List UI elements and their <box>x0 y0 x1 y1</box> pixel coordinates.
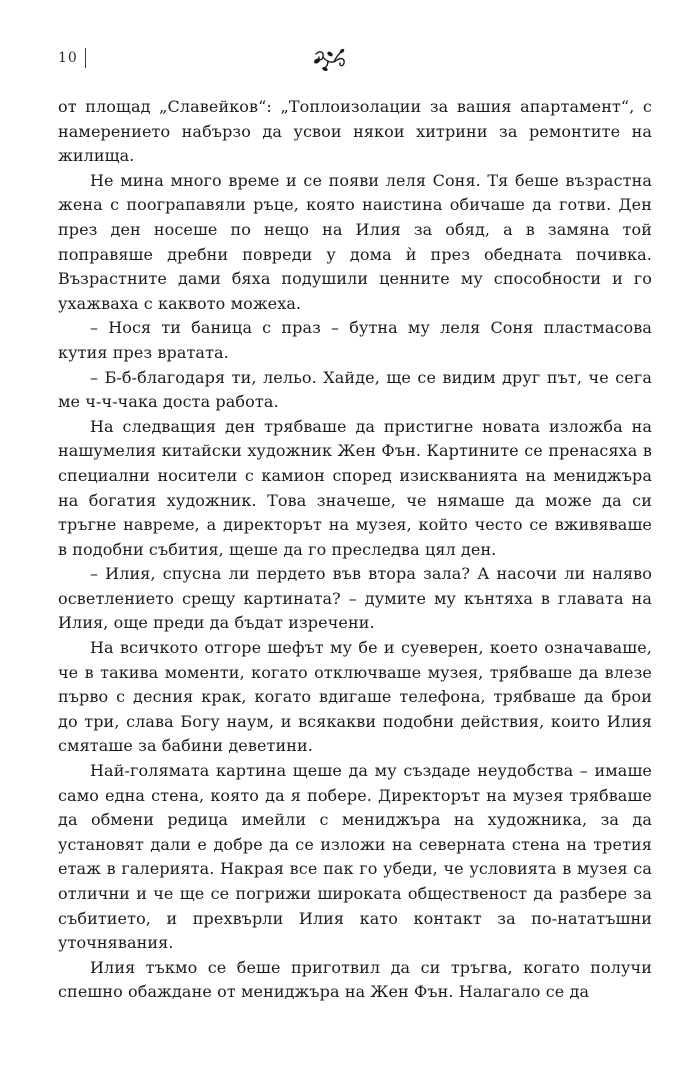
page-number: 10 <box>58 50 78 66</box>
paragraph-8: Най-голямата картина щеше да му създаде неудобства – имаше само една стена, която да я побере. Директорът на музея трябваше да обмени редица имейли с мениджъра на художника, за да установят дали е добре да се изложи на северната стена на третия етаж в галерията. Накрая все пак го убеди, че условията в музея са отлични и че ще се погрижи широката общественост да разбере за събитието, и прехвърли Илия като контакт за по-нататъшни уточнявания. <box>58 761 652 953</box>
paragraph-9: Илия тъкмо се беше приготвил да си тръгва, когато получи спешно обаждане от мениджъра на Жен Фън. Налагало се да <box>58 957 652 1002</box>
paragraph-5: На следващия ден трябваше да пристигне новата изложба на нашумелия китайски художник Жен Фън. Картините се пренасяха в специални носители с камион според изискванията на мениджъра на богатия художник. Това значеше, че нямаше да може да си тръгне навреме, а директорът на музея, който често се вживяваше в подобни събития, щеше да го преследва цял ден. <box>58 416 652 559</box>
page-header <box>58 46 658 74</box>
paragraph-2: Не мина много време и се появи леля Соня. Тя беше възрастна жена с поограпавяли ръце, която наистина обичаше да готви. Ден през ден носеше по нещо на Илия за обяд, а в замяна той поправяше дребни повреди у дома ѝ през обедната почивка. Възрастните дами бяха подушили ценните му способности и го ухажваха с каквото можеха. <box>58 170 652 313</box>
paragraph-1: от площад „Славейков“: „Топлоизолации за вашия апартамент“, с намерението набързо да усвои някои хитрини за ремонтите на жилища. <box>58 97 652 166</box>
paragraph-7: На всичкото отгоре шефът му бе и суеверен, което означаваше, че в такива моменти, когато отключваше музея, трябваше да влезе първо с десния крак, когато вдигаше телефона, трябваше да брои до три, слава Богу наум, и всякакви подобни действия, които Илия смяташе за бабини деветини. <box>58 638 652 756</box>
paragraph-3: – Нося ти баница с праз – бутна му леля Соня пластмасова кутия през вратата. <box>58 318 652 362</box>
body-text <box>58 95 652 1005</box>
paragraph-6: – Илия, спусна ли пердето във втора зала? А насочи ли наляво осветлението срещу картината? – думите му кънтяха в главата на Илия, още преди да бъдат изречени. <box>58 564 652 633</box>
paragraph-4: – Б-б-благодаря ти, лельо. Хайде, ще се видим друг път, че сега ме ч-ч-чака доста работа. <box>58 367 652 412</box>
floral-ornament-icon <box>310 46 350 74</box>
header-divider <box>85 48 86 68</box>
